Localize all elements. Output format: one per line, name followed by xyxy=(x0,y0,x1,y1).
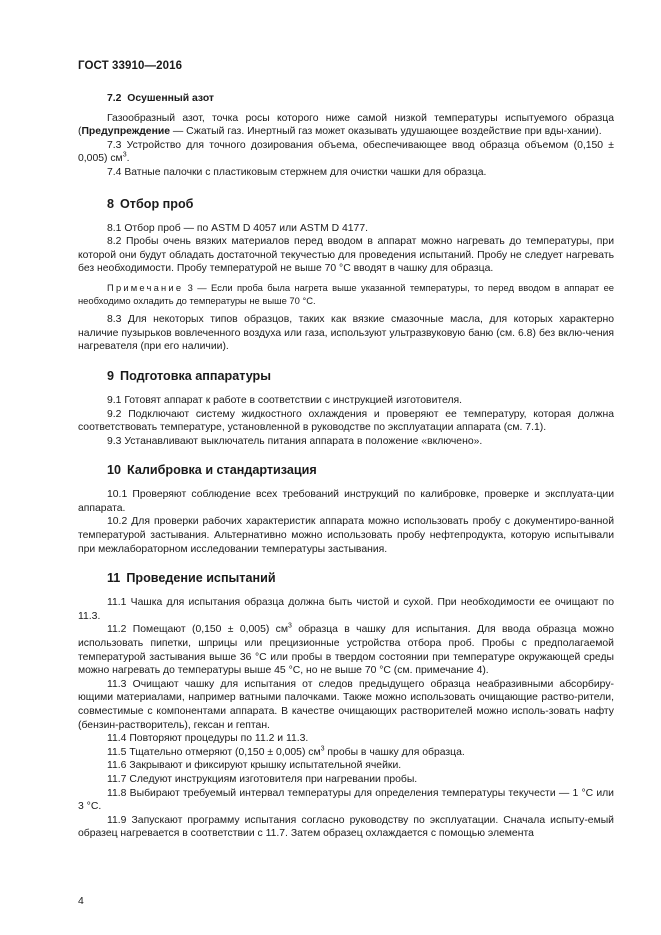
paragraph-11-5: 11.5 Тщательно отмеряют (0,150 ± 0,005) $см^3$ пробы в чашку для образца. xyxy=(107,745,465,758)
subsection-number: 7.2 xyxy=(107,93,122,104)
paragraph-7-3: 7.3 Устройство для точного дозирования объема, обеспечивающее ввод образца объемом (0,150 ± 0,005) $см^3$. xyxy=(78,139,614,165)
paragraph-10-2: 10.2 Для проверки рабочих характеристик аппарата можно использовать пробу с документиро-ванной температурой застывания. Альтернативно можно использовать пробу нефтепродукта, которую испытывали при межлабораторном исследовании температуры застывания. xyxy=(78,516,614,555)
paragraph-11-7: 11.7 Следуют инструкциям изготовителя при нагревании пробы. xyxy=(107,773,418,785)
warning-label: Предупреждение xyxy=(81,126,171,138)
section-11-heading: 11 Проведение испытаний xyxy=(107,571,276,586)
paragraph-11-6: 11.6 Закрывают и фиксируют крышку испытательной ячейки. xyxy=(107,760,402,772)
paragraph-11-2: 11.2 Помещают (0,150 ± 0,005) $см^3$ образца в чашку для испытания. Для ввода образца можно использовать пипетки, шприцы или прецизионные устройства отбора проб. Пробы с предполагаемой температурой застывания выше 36 °С или пробы в твердом состоянии при температуре окружающей среды можно нагревать до температуры выше 45 °С, но не выше 70 °С (см. примечание 4). xyxy=(78,622,614,677)
document-body xyxy=(78,90,614,841)
section-8-heading: 8 Отбор проб xyxy=(107,196,194,211)
section-9-heading: 9 Подготовка аппаратуры xyxy=(107,368,271,383)
document-header: ГОСТ 33910—2016 xyxy=(78,60,183,72)
paragraph-8-1: 8.1 Отбор проб — по ASTM D 4057 или ASTM D 4177. xyxy=(107,222,369,234)
subsection-title: Осушенный азот xyxy=(127,93,215,104)
paragraph-9-2: 9.2 Подключают систему жидкостного охлаждения и проверяют ее температуру, которая должна соответствовать температуре, установленной в руководстве по эксплуатации аппарата (см. 7.1). xyxy=(78,408,614,434)
paragraph-7-4: 7.4 Ватные палочки с пластиковым стержнем для очистки чашки для образца. xyxy=(107,166,487,178)
subsection-7-2-title xyxy=(78,92,614,106)
page-number: 4 xyxy=(78,896,84,907)
paragraph-11-4: 11.4 Повторяют процедуры по 11.2 и 11.3. xyxy=(107,733,309,745)
paragraph-10-1: 10.1 Проверяют соблюдение всех требований инструкций по калибровке, проверке и эксплуата-ции аппарата. xyxy=(78,489,614,514)
note-label: Примечание xyxy=(107,281,184,293)
paragraph-11-1: 11.1 Чашка для испытания образца должна быть чистой и сухой. При необходимости ее очищают по 11.3. xyxy=(78,597,614,622)
note-3: Примечание 3 — Если проба была нагрета выше указанной температуры, то перед вводом в аппарат ее необходимо охладить до температуры не выше 70 °С. xyxy=(78,281,614,306)
paragraph-11-8: 11.8 Выбирают требуемый интервал температуры для определения температуры текучести — 1 °С или 3 °С. xyxy=(78,787,614,813)
section-10-heading: 10 Калибровка и стандартизация xyxy=(107,463,317,478)
paragraph-11-9: 11.9 Запускают программу испытания согласно руководству по эксплуатации. Сначала испыту-емый образец нагревается в соответствии с 11.7. Затем образец охлаждается с помощью элемента xyxy=(78,814,614,840)
paragraph-8-3: 8.3 Для некоторых типов образцов, таких как вязкие смазочные масла, для которых характерно наличие пузырьков вовлеченного воздуха или газа, используют ультразвуковую баню (см. 6.8) без вклю-чения нагревателя (при его наличии). xyxy=(78,314,614,353)
paragraph-9-1: 9.1 Готовят аппарат к работе в соответствии с инструкцией изготовителя. xyxy=(107,394,463,406)
paragraph-11-3: 11.3 Очищают чашку для испытания от следов предыдущего образца неабразивными абсорбиру-ющими материалами, например ватными палочками. Также можно использовать очищающие раство-рители, совместимые с компонентами аппарата. В качестве очищающих растворителей можно исполь-зовать нафту (бензин-растворитель), гексан и гептан. xyxy=(78,678,614,731)
paragraph-8-2: 8.2 Пробы очень вязких материалов перед вводом в аппарат можно нагревать до температуры, при которой они будут обладать достаточной текучестью для проведения испытаний. Пробу не следует нагревать без необходимости. Пробу температурой не выше 70 °С вводят в чашку для образца. xyxy=(78,236,614,275)
paragraph-9-3: 9.3 Устанавливают выключатель питания аппарата в положение «включено». xyxy=(107,435,483,447)
paragraph-7-2: Газообразный азот, точка росы которого ниже самой низкой температуры испытуемого образца (Предупреждение — Сжатый газ. Инертный газ может оказывать удушающее воздействие при вды-хании). xyxy=(78,112,614,138)
